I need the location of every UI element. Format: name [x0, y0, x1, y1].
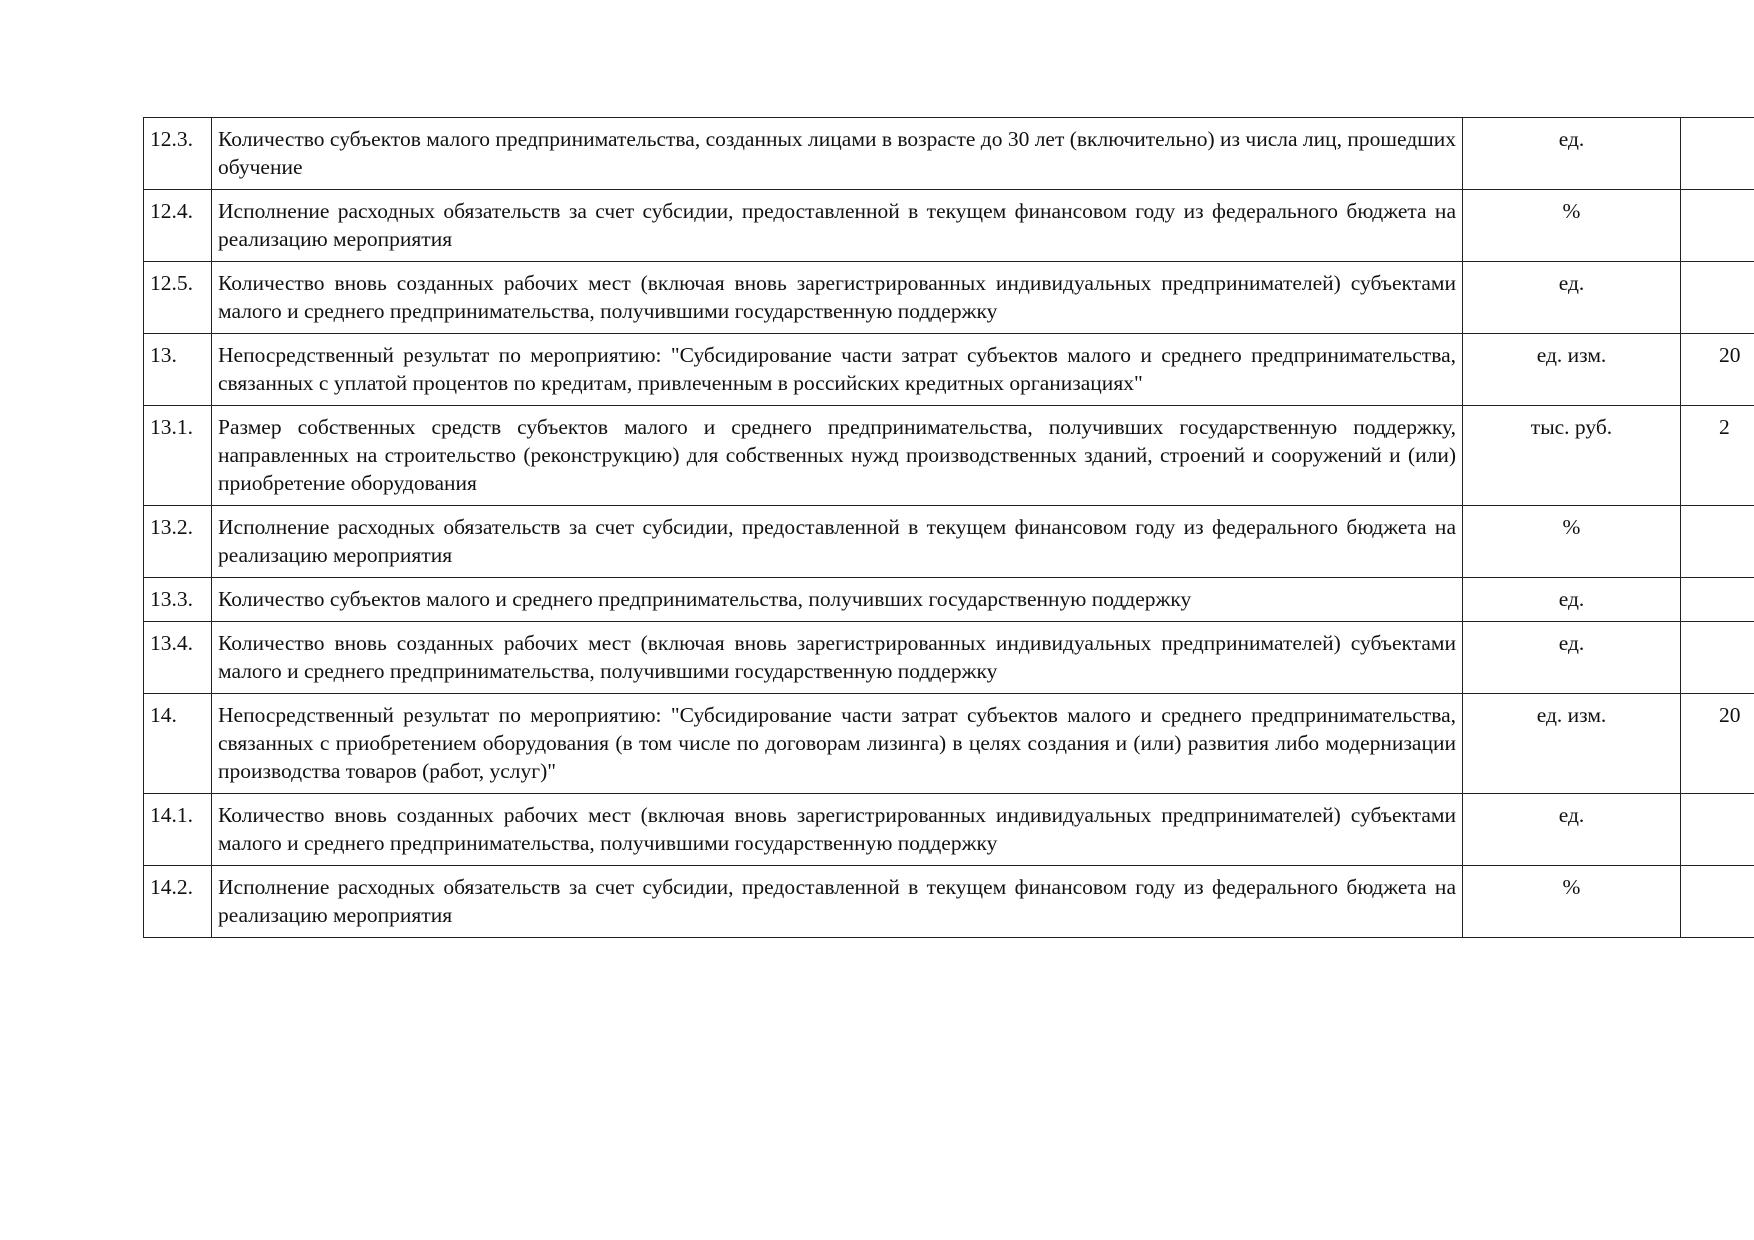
row-number: 13.3.	[144, 578, 212, 622]
indicator-name: Исполнение расходных обязательств за счет субсидии, предоставленной в текущем финансовом году из федерального бюджета на реализацию мероприятия	[212, 190, 1463, 262]
indicator-name: Исполнение расходных обязательств за счет субсидии, предоставленной в текущем финансовом году из федерального бюджета на реализацию мероприятия	[212, 506, 1463, 578]
unit-of-measure: %	[1463, 506, 1681, 578]
indicator-value	[1681, 794, 1754, 866]
indicator-value	[1681, 262, 1754, 334]
table-row	[144, 190, 1754, 262]
table-row	[144, 406, 1754, 506]
unit-of-measure: %	[1463, 866, 1681, 938]
indicators-table	[143, 117, 1754, 938]
row-number: 13.4.	[144, 622, 212, 694]
row-number: 13.2.	[144, 506, 212, 578]
indicator-name: Исполнение расходных обязательств за счет субсидии, предоставленной в текущем финансовом году из федерального бюджета на реализацию мероприятия	[212, 866, 1463, 938]
indicator-value	[1681, 866, 1754, 938]
row-number: 12.3.	[144, 118, 212, 190]
indicator-value	[1681, 190, 1754, 262]
indicator-name: Количество субъектов малого и среднего предпринимательства, получивших государственную поддержку	[212, 578, 1463, 622]
indicator-name: Количество вновь созданных рабочих мест (включая вновь зарегистрированных индивидуальных предпринимателей) субъектами малого и среднего предпринимательства, получившими государственную поддержку	[212, 622, 1463, 694]
unit-of-measure: %	[1463, 190, 1681, 262]
indicator-value	[1681, 118, 1754, 190]
unit-of-measure: тыс. руб.	[1463, 406, 1681, 506]
indicator-value: 20	[1681, 334, 1754, 406]
row-number: 12.5.	[144, 262, 212, 334]
table-row	[144, 506, 1754, 578]
table-row	[144, 694, 1754, 794]
table-row	[144, 622, 1754, 694]
table-row	[144, 794, 1754, 866]
indicator-name: Непосредственный результат по мероприятию: "Субсидирование части затрат субъектов малого и среднего предпринимательства, связанных с уплатой процентов по кредитам, привлеченным в российских кредитных организациях"	[212, 334, 1463, 406]
indicator-value: 2	[1681, 406, 1754, 506]
indicator-value: 20	[1681, 694, 1754, 794]
unit-of-measure: ед.	[1463, 118, 1681, 190]
row-number: 14.	[144, 694, 212, 794]
row-number: 13.	[144, 334, 212, 406]
indicator-value	[1681, 622, 1754, 694]
table-row	[144, 118, 1754, 190]
row-number: 12.4.	[144, 190, 212, 262]
unit-of-measure: ед.	[1463, 262, 1681, 334]
indicator-name: Количество субъектов малого предпринимательства, созданных лицами в возрасте до 30 лет (включительно) из числа лиц, прошедших обучение	[212, 118, 1463, 190]
unit-of-measure: ед.	[1463, 622, 1681, 694]
table-row	[144, 262, 1754, 334]
unit-of-measure: ед.	[1463, 794, 1681, 866]
table-row	[144, 334, 1754, 406]
indicator-name: Непосредственный результат по мероприятию: "Субсидирование части затрат субъектов малого и среднего предпринимательства, связанных с приобретением оборудования (в том числе по договорам лизинга) в целях создания и (или) развития либо модернизации производства товаров (работ, услуг)"	[212, 694, 1463, 794]
indicator-name: Размер собственных средств субъектов малого и среднего предпринимательства, получивших государственную поддержку, направленных на строительство (реконструкцию) для собственных нужд производственных зданий, строений и сооружений и (или) приобретение оборудования	[212, 406, 1463, 506]
document-page	[143, 117, 1754, 938]
row-number: 14.2.	[144, 866, 212, 938]
indicator-value	[1681, 578, 1754, 622]
unit-of-measure: ед. изм.	[1463, 694, 1681, 794]
row-number: 14.1.	[144, 794, 212, 866]
unit-of-measure: ед. изм.	[1463, 334, 1681, 406]
table-row	[144, 866, 1754, 938]
indicator-name: Количество вновь созданных рабочих мест (включая вновь зарегистрированных индивидуальных предпринимателей) субъектами малого и среднего предпринимательства, получившими государственную поддержку	[212, 794, 1463, 866]
unit-of-measure: ед.	[1463, 578, 1681, 622]
indicator-name: Количество вновь созданных рабочих мест (включая вновь зарегистрированных индивидуальных предпринимателей) субъектами малого и среднего предпринимательства, получившими государственную поддержку	[212, 262, 1463, 334]
table-row	[144, 578, 1754, 622]
indicator-value	[1681, 506, 1754, 578]
row-number: 13.1.	[144, 406, 212, 506]
